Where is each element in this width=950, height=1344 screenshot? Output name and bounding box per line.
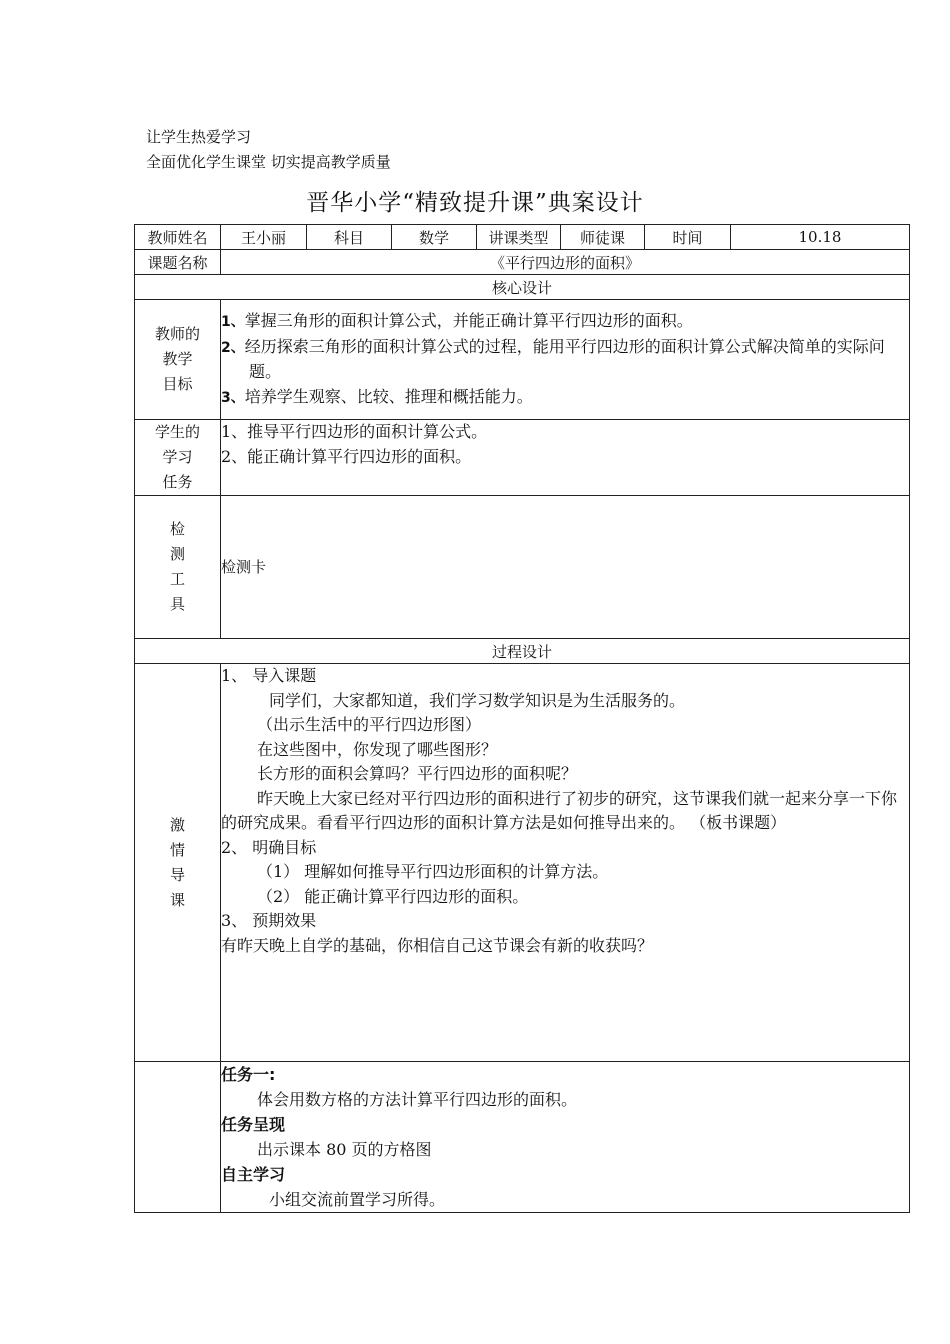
topic-label: 课题名称 — [135, 250, 221, 275]
task-line: 小组交流前置学习所得。 — [269, 1190, 446, 1209]
label-line: 检 — [169, 520, 185, 538]
label-line: 测 — [169, 545, 185, 563]
goal-line: （2） 能正确计算平行四边形的面积。 — [257, 886, 529, 906]
teacher-goals-content — [221, 300, 910, 420]
task-one-row — [135, 1062, 910, 1213]
section-heading: 2、 明确目标 — [221, 837, 317, 857]
goal-text: 掌握三角形的面积计算公式，并能正确计算平行四边形的面积。 — [244, 311, 693, 330]
task-line: 出示课本 80 页的方格图 — [257, 1140, 432, 1159]
goal-number: 2、 — [221, 339, 245, 356]
paragraph: 昨天晚上大家已经对平行四边形的面积进行了初步的研究，这节课我们就一起来分享一下你的研究成果。看看平行四边形的面积计算方法是如何推导出来的。 （板书课题） — [221, 788, 898, 832]
teacher-name-value: 王小丽 — [221, 225, 307, 250]
document-title: 晋华小学“精致提升课”典案设计 — [306, 190, 644, 216]
lesson-type-label: 讲课类型 — [477, 225, 561, 250]
label-line: 学生的 — [154, 423, 200, 441]
goal-number: 3、 — [221, 389, 245, 406]
paragraph: 同学们，大家都知道，我们学习数学知识是为生活服务的。 — [269, 690, 686, 710]
process-design-heading: 过程设计 — [135, 639, 910, 664]
label-line: 教师的 — [154, 325, 200, 343]
subject-value: 数学 — [392, 225, 477, 250]
label-line: 工 — [169, 570, 185, 588]
process-design-row — [135, 639, 910, 664]
paragraph: 长方形的面积会算吗？平行四边形的面积呢？ — [257, 764, 578, 783]
task-heading: 任务呈现 — [221, 1115, 286, 1134]
task-item: 2、能正确计算平行四边形的面积。 — [221, 446, 472, 466]
goal-item — [221, 335, 909, 385]
student-tasks-label — [135, 420, 221, 496]
intro-row — [135, 664, 910, 1062]
topic-value: 《平行四边形的面积》 — [221, 250, 910, 275]
subject-label: 科目 — [307, 225, 392, 250]
label-line: 具 — [169, 595, 185, 613]
label-line: 导 — [169, 865, 185, 884]
label-line: 情 — [169, 840, 185, 859]
header-slogan-1: 让学生热爱学习 — [146, 128, 252, 146]
task-heading: 自主学习 — [221, 1165, 286, 1184]
lesson-type-value: 师徒课 — [561, 225, 645, 250]
student-tasks-row — [135, 420, 910, 496]
goal-text: 培养学生观察、比较、推理和概括能力。 — [244, 386, 533, 406]
time-label: 时间 — [645, 225, 731, 250]
goal-number: 1、 — [221, 314, 245, 330]
info-row — [135, 225, 910, 250]
label-line: 教学 — [162, 350, 193, 368]
student-tasks-content — [221, 420, 910, 496]
detection-label — [135, 496, 221, 639]
task-one-content — [221, 1062, 910, 1213]
goal-item — [221, 385, 909, 411]
detection-value: 检测卡 — [221, 496, 910, 639]
goal-line: （1） 理解如何推导平行四边形面积的计算方法。 — [257, 862, 609, 881]
intro-label — [135, 664, 221, 1062]
core-design-row — [135, 275, 910, 300]
task-line: 体会用数方格的方法计算平行四边形的面积。 — [257, 1090, 578, 1109]
teacher-name-label: 教师姓名 — [135, 225, 221, 250]
label-line: 目标 — [162, 375, 193, 393]
label-line: 任务 — [162, 473, 193, 491]
paragraph: 在这些图中，你发现了哪些图形？ — [257, 739, 498, 759]
time-value: 10.18 — [731, 225, 910, 250]
goal-item — [221, 309, 909, 335]
intro-content — [221, 664, 910, 1062]
topic-row — [135, 250, 910, 275]
task-heading: 任务一: — [221, 1065, 276, 1084]
task-one-label — [135, 1062, 221, 1213]
section-heading: 3、 预期效果 — [221, 911, 317, 930]
teacher-goals-row — [135, 300, 910, 420]
label-line: 学习 — [162, 448, 193, 466]
label-line: 激 — [169, 815, 185, 834]
section-heading: 1、 导入课题 — [221, 666, 317, 685]
lesson-plan-table — [134, 224, 910, 1213]
paragraph: （出示生活中的平行四边形图） — [257, 715, 482, 734]
goal-text: 经历探索三角形的面积计算公式的过程，能用平行四边形的面积计算公式解决简单的实际问题。 — [244, 336, 885, 381]
core-design-heading: 核心设计 — [135, 275, 910, 300]
label-line: 课 — [169, 890, 185, 909]
header-slogan-2: 全面优化学生课堂 切实提高教学质量 — [146, 153, 391, 171]
teacher-goals-label — [135, 300, 221, 420]
detection-row — [135, 496, 910, 639]
task-item: 1、推导平行四边形的面积计算公式。 — [221, 422, 488, 441]
paragraph: 有昨天晚上自学的基础，你相信自己这节课会有新的收获吗？ — [221, 935, 654, 955]
